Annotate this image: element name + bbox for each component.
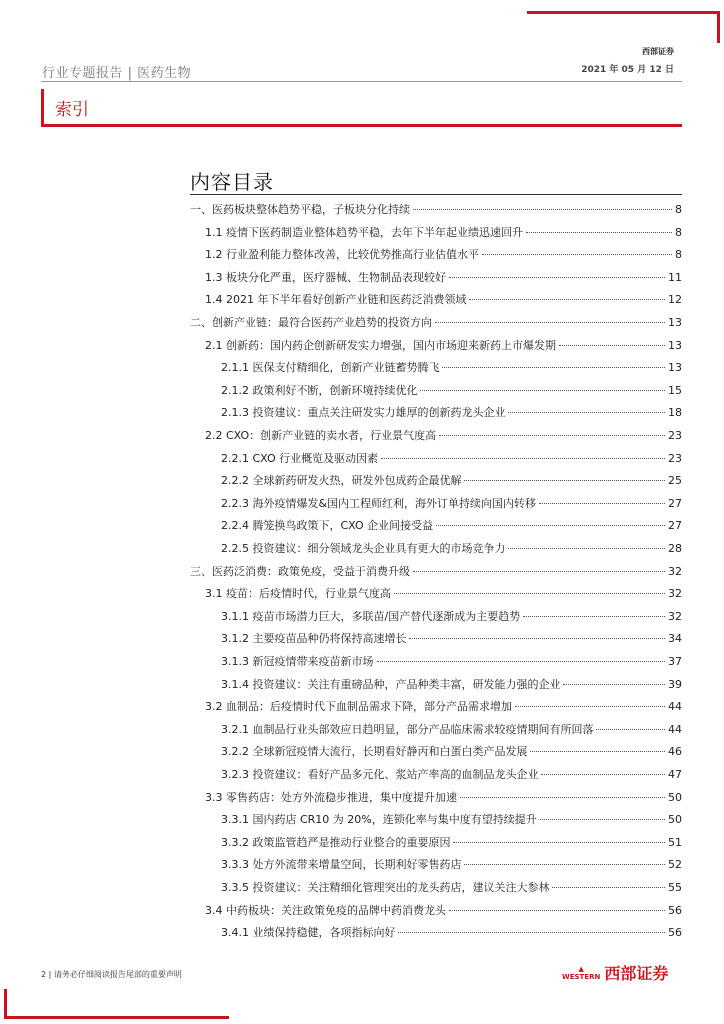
toc-leader-dots bbox=[552, 887, 665, 888]
toc-entry[interactable] bbox=[221, 471, 682, 491]
toc-entry[interactable] bbox=[205, 901, 682, 921]
toc-entry[interactable] bbox=[221, 878, 682, 898]
toc-entry[interactable] bbox=[221, 516, 682, 536]
toc-entry-title: 3.4.1 业绩保持稳健，各项指标向好 bbox=[221, 926, 396, 940]
toc-entry-title: 2.1.2 政策利好不断，创新环境持续优化 bbox=[221, 383, 418, 397]
toc-leader-dots bbox=[469, 299, 665, 300]
toc-entry-title: 二、创新产业链：最符合医药产业趋势的投资方向 bbox=[190, 316, 432, 329]
toc-entry-title: 3.1.4 投资建议：关注有重磅品种，产品种类丰富，研发能力强的企业 bbox=[221, 677, 561, 691]
toc-entry[interactable] bbox=[221, 358, 682, 378]
toc-entry[interactable] bbox=[221, 652, 682, 672]
toc-entry-title: 1.2 行业盈利能力整体改善，比较优势推高行业估值水平 bbox=[205, 248, 479, 262]
toc-entry[interactable] bbox=[221, 403, 682, 423]
toc-entry-page: 8 bbox=[675, 225, 682, 239]
toc-entry[interactable] bbox=[205, 223, 682, 243]
toc-leader-dots bbox=[523, 616, 665, 617]
toc-entry[interactable] bbox=[221, 720, 682, 740]
toc-title: 内容目录 bbox=[190, 170, 274, 194]
toc-entry-title: 3.1.1 疫苗市场潜力巨大，多联苗/国产替代逐渐成为主要趋势 bbox=[221, 609, 521, 623]
toc-leader-dots bbox=[398, 932, 665, 933]
toc-leader-dots bbox=[482, 254, 672, 255]
toc-entry-page: 32 bbox=[668, 587, 682, 601]
toc-entry[interactable] bbox=[221, 855, 682, 875]
toc-leader-dots bbox=[409, 638, 665, 639]
toc-leader-dots bbox=[413, 571, 665, 572]
toc-entry-title: 2.2.2 全球新药研发火热，研发外包成药企最优解 bbox=[221, 474, 462, 488]
toc-leader-dots bbox=[596, 729, 665, 730]
toc-entry[interactable] bbox=[205, 336, 682, 356]
toc-entry-page: 27 bbox=[668, 519, 682, 533]
toc-entry-page: 52 bbox=[668, 858, 682, 872]
toc-entry[interactable] bbox=[221, 675, 682, 695]
toc-entry-title: 3.2.1 血制品行业头部效应日趋明显，部分产品临床需求较疫情期间有所回落 bbox=[221, 722, 594, 736]
toc-leader-dots bbox=[449, 277, 665, 278]
report-type: 行业专题报告 | 医药生物 bbox=[42, 66, 192, 81]
toc-entry-page: 8 bbox=[675, 203, 682, 216]
toc-entry[interactable] bbox=[221, 742, 682, 762]
toc-leader-dots bbox=[563, 684, 665, 685]
logo-text: 西部证券 bbox=[604, 964, 669, 983]
toc-entry-page: 56 bbox=[668, 926, 682, 940]
toc-leader-dots bbox=[540, 819, 665, 820]
toc-entry[interactable] bbox=[221, 607, 682, 627]
toc-leader-dots bbox=[442, 367, 665, 368]
toc-entry[interactable] bbox=[221, 629, 682, 649]
toc-entry[interactable] bbox=[205, 584, 682, 604]
toc-entry-title: 2.1.3 投资建议：重点关注研发实力雄厚的创新药龙头企业 bbox=[221, 406, 506, 420]
toc-entry[interactable] bbox=[205, 788, 682, 808]
toc-entry-title: 3.1 疫苗：后疫情时代，行业景气度高 bbox=[205, 587, 391, 601]
brand-name: 西部证券 bbox=[642, 47, 674, 56]
toc-entry-page: 23 bbox=[668, 451, 682, 465]
toc-entry-page: 13 bbox=[668, 361, 682, 375]
toc-leader-dots bbox=[515, 706, 665, 707]
toc-leader-dots bbox=[413, 209, 672, 210]
toc-entry[interactable] bbox=[205, 268, 682, 288]
toc-entry[interactable] bbox=[221, 381, 682, 401]
page-number: 2 bbox=[41, 970, 47, 979]
toc-leader-dots bbox=[539, 503, 665, 504]
toc-entry-title: 3.3.3 处方外流带来增量空间，长期利好零售药店 bbox=[221, 858, 462, 872]
header-divider bbox=[41, 81, 682, 82]
toc-entry-title: 2.2.1 CXO 行业概览及驱动因素 bbox=[221, 451, 379, 465]
section-label: 索引 bbox=[55, 100, 89, 120]
toc-leader-dots bbox=[381, 458, 665, 459]
toc-entry-page: 44 bbox=[668, 700, 682, 714]
footer-disclaimer bbox=[41, 969, 182, 980]
toc-entry-title: 3.2.3 投资建议：看好产品多元化、浆站产率高的血制品龙头企业 bbox=[221, 768, 539, 781]
toc-entry[interactable] bbox=[221, 765, 682, 785]
report-date: 2021 年 05 月 12 日 bbox=[581, 65, 674, 75]
toc-entry-title: 3.2 血制品：后疫情时代下血制品需求下降，部分产品需求增加 bbox=[205, 700, 512, 714]
toc-entry[interactable] bbox=[221, 494, 682, 514]
toc-entry[interactable] bbox=[205, 697, 682, 717]
toc-entry[interactable] bbox=[221, 449, 682, 469]
toc-leader-dots bbox=[377, 661, 666, 662]
toc-leader-dots bbox=[453, 842, 665, 843]
toc-leader-dots bbox=[526, 232, 672, 233]
toc-entry-title: 3.3.1 国内药店 CR10 为 20%，连锁化率与集中度有望持续提升 bbox=[221, 813, 537, 827]
toc-entry-title: 2.2 CXO：创新产业链的卖水者，行业景气度高 bbox=[205, 429, 437, 442]
toc-entry-title: 1.4 2021 年下半年看好创新产业链和医药泛消费领域 bbox=[205, 293, 467, 307]
toc-entry[interactable] bbox=[205, 245, 682, 265]
footer-corner-decoration bbox=[4, 989, 229, 1019]
toc-entry[interactable] bbox=[190, 562, 682, 582]
header-corner-decoration bbox=[527, 11, 720, 43]
toc-leader-dots bbox=[508, 412, 665, 413]
footer-logo bbox=[562, 961, 668, 984]
toc-entry-title: 2.2.3 海外疫情爆发&国内工程师红利，海外订单持续向国内转移 bbox=[221, 496, 537, 510]
toc-entry-page: 18 bbox=[668, 406, 682, 420]
toc-entry-page: 12 bbox=[668, 293, 682, 307]
toc-leader-dots bbox=[436, 525, 665, 526]
toc-leader-dots bbox=[541, 774, 665, 775]
toc-leader-dots bbox=[420, 390, 665, 391]
toc-entry-page: 23 bbox=[668, 429, 682, 442]
toc-entry-page: 27 bbox=[668, 496, 682, 510]
toc-entry-title: 3.1.2 主要疫苗品种仍将保持高速增长 bbox=[221, 632, 407, 646]
toc-leader-dots bbox=[449, 910, 665, 911]
toc-leader-dots bbox=[508, 548, 665, 549]
toc-entry[interactable] bbox=[221, 810, 682, 830]
toc-entry-page: 56 bbox=[668, 903, 682, 917]
toc-entry-title: 3.3.2 政策监管趋严是推动行业整合的重要原因 bbox=[221, 835, 451, 849]
toc-leader-dots bbox=[439, 435, 665, 436]
toc-entry[interactable] bbox=[190, 313, 682, 333]
toc-entry-title: 3.3 零售药店：处方外流稳步推进，集中度提升加速 bbox=[205, 790, 457, 804]
toc-entry-title: 2.1 创新药：国内药企创新研发实力增强，国内市场迎来新药上市爆发期 bbox=[205, 338, 556, 352]
logo-wings-icon: ▲ WESTERN bbox=[562, 964, 601, 981]
toc-entry-page: 13 bbox=[668, 316, 682, 329]
toc-entry-title: 3.4 中药板块：关注政策免疫的品牌中药消费龙头 bbox=[205, 903, 446, 917]
toc-entry-page: 37 bbox=[668, 655, 682, 668]
toc-leader-dots bbox=[460, 797, 665, 798]
toc-entry-page: 50 bbox=[668, 790, 682, 804]
toc-entry-page: 44 bbox=[668, 722, 682, 736]
toc-entry-title: 一、医药板块整体趋势平稳，子板块分化持续 bbox=[190, 203, 410, 216]
toc-entry-title: 3.1.3 新冠疫情带来疫苗新市场 bbox=[221, 655, 374, 668]
toc-entry-page: 25 bbox=[668, 474, 682, 488]
toc-entry-page: 46 bbox=[668, 745, 682, 759]
toc-entry[interactable] bbox=[221, 923, 682, 943]
toc-entry[interactable] bbox=[205, 290, 682, 310]
toc-leader-dots bbox=[464, 864, 665, 865]
toc-entry-title: 1.1 疫情下医药制造业整体趋势平稳，去年下半年起业绩迅速回升 bbox=[205, 225, 523, 239]
toc-entry[interactable] bbox=[221, 539, 682, 559]
toc-entry-title: 3.2.2 全球新冠疫情大流行，长期看好静丙和白蛋白类产品发展 bbox=[221, 745, 528, 759]
toc-entry-page: 34 bbox=[668, 632, 682, 646]
toc-entry-page: 32 bbox=[668, 609, 682, 623]
toc-leader-dots bbox=[559, 345, 665, 346]
toc-entry-title: 3.3.5 投资建议：关注精细化管理突出的龙头药店，建议关注大参林 bbox=[221, 881, 550, 894]
toc-entry-page: 13 bbox=[668, 338, 682, 352]
toc-leader-dots bbox=[435, 322, 665, 323]
toc-entry-page: 51 bbox=[668, 835, 682, 849]
toc-entry[interactable] bbox=[221, 833, 682, 853]
toc-entry-title: 2.1.1 医保支付精细化，创新产业链蓄势腾飞 bbox=[221, 361, 440, 375]
toc-entry-page: 50 bbox=[668, 813, 682, 827]
toc-entry-page: 28 bbox=[668, 542, 682, 555]
toc-leader-dots bbox=[394, 593, 665, 594]
toc-entry-page: 32 bbox=[668, 564, 682, 578]
disclaimer-text: | 请务必仔细阅读报告尾部的重要声明 bbox=[48, 970, 182, 979]
toc-entry-page: 8 bbox=[675, 248, 682, 262]
toc-title-rule bbox=[190, 194, 682, 195]
toc-entry-page: 11 bbox=[668, 270, 682, 284]
toc-leader-dots bbox=[464, 480, 665, 481]
toc-entry-page: 55 bbox=[668, 881, 682, 894]
toc-entry-title: 三、医药泛消费：政策免疫，受益于消费升级 bbox=[190, 564, 410, 578]
toc-entry-page: 15 bbox=[668, 383, 682, 397]
toc-entry-page: 47 bbox=[668, 768, 682, 781]
toc-entry[interactable] bbox=[190, 200, 682, 220]
toc-entry-title: 1.3 板块分化严重，医疗器械、生物制品表现较好 bbox=[205, 270, 446, 284]
toc-entry-page: 39 bbox=[668, 677, 682, 691]
toc-leader-dots bbox=[530, 751, 665, 752]
toc-entry-title: 2.2.4 腾笼换鸟政策下，CXO 企业间接受益 bbox=[221, 519, 434, 533]
section-bar bbox=[41, 89, 682, 127]
toc-entry[interactable] bbox=[205, 426, 682, 446]
toc-entry-title: 2.2.5 投资建议：细分领域龙头企业具有更大的市场竞争力 bbox=[221, 542, 506, 555]
